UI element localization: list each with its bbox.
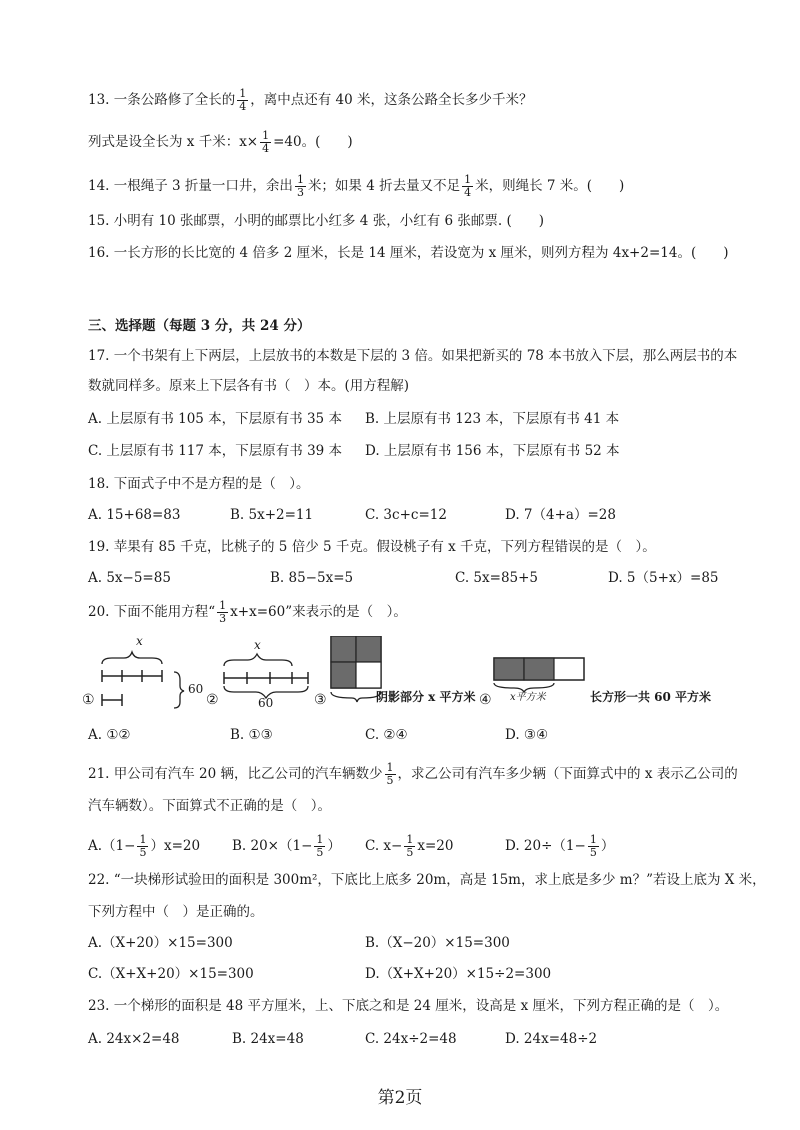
fraction: $\frac{1}{5}$ (139, 833, 147, 859)
q17-option-c[interactable]: C. 上层原有书 117 本，下层原有书 39 本 (88, 443, 343, 459)
fraction: $\frac{1}{5}$ (589, 833, 597, 859)
q19-option-b[interactable]: B. 85−5x=5 (270, 570, 354, 586)
q21-text-b: ，求乙公司有汽车多少辆（下面算式中的 x 表示乙公司的 (397, 766, 738, 782)
q22-option-a[interactable]: A.（X+20）×15=300 (88, 935, 233, 951)
q22-option-b[interactable]: B.（X−20）×15=300 (365, 935, 510, 951)
question-21-line-2: 汽车辆数）。下面算式不正确的是（ ）。 (88, 798, 331, 814)
q21-opt-b-text-a: B. 20×（1− (232, 838, 313, 854)
question-21-line-1 (88, 762, 738, 787)
q21-option-b[interactable] (232, 834, 341, 859)
q20-option-b[interactable]: B. ①③ (230, 727, 273, 743)
q23-option-c[interactable]: C. 24x÷2=48 (365, 1031, 457, 1047)
q20-text-a: 20. 下面不能用方程“ (88, 604, 216, 620)
q23-option-a[interactable]: A. 24x×2=48 (88, 1031, 180, 1047)
fig2-x-label: x (254, 638, 261, 652)
question-16: 16. 一长方形的长比宽的 4 倍多 2 厘米，长是 14 厘米，若设宽为 x 厘米，则列方程为 4x+2=14。( ) (88, 245, 729, 261)
question-18: 18. 下面式子中不是方程的是（ ）。 (88, 476, 310, 492)
fig3-shade-label: 阴影部分 x 平方米 (376, 690, 476, 704)
q19-option-a[interactable]: A. 5x−5=85 (88, 570, 171, 586)
brace-right-1 (174, 672, 184, 708)
q21-option-c[interactable] (365, 834, 453, 859)
question-22-line-2: 下列方程中（ ）是正确的。 (88, 904, 264, 920)
q21-opt-a-text-a: A.（1− (88, 838, 136, 854)
q18-option-b[interactable]: B. 5x+2=11 (230, 507, 314, 523)
question-13 (88, 88, 533, 113)
q20-option-c[interactable]: C. ②④ (365, 727, 408, 743)
q21-opt-c-text-b: x=20 (417, 838, 454, 854)
fraction: $\frac{1}{4}$ (262, 129, 270, 155)
q22-option-c[interactable]: C.（X+X+20）×15=300 (88, 966, 254, 982)
q21-option-a[interactable] (88, 834, 200, 859)
q20-option-d[interactable]: D. ③④ (505, 727, 549, 743)
q21-option-d[interactable] (505, 834, 614, 859)
fig2-sixty-label: 60 (258, 696, 274, 710)
fig2-number: ② (206, 692, 219, 708)
q22-option-d[interactable]: D.（X+X+20）×15÷2=300 (365, 966, 552, 982)
q18-option-d[interactable]: D. 7（4+a）=28 (505, 507, 616, 523)
q21-text-a: 21. 甲公司有汽车 20 辆，比乙公司的汽车辆数少 (88, 766, 383, 782)
q14-text-a: 14. 一根绳子 3 折量一口井，余出 (88, 178, 293, 194)
page-number: 第2页 (377, 1088, 423, 1108)
q18-option-a[interactable]: A. 15+68=83 (88, 507, 181, 523)
fraction: $\frac{1}{4}$ (464, 173, 472, 199)
fraction: $\frac{1}{5}$ (406, 833, 414, 859)
section-title: 三、选择题（每题 3 分，共 24 分） (88, 318, 311, 334)
q13-eq-text-b: =40。( ) (273, 134, 353, 150)
question-19: 19. 苹果有 85 千克，比桃子的 5 倍少 5 千克。假设桃子有 x 千克，下列方程错误的是（ ）。 (88, 539, 656, 555)
fraction: $\frac{1}{5}$ (386, 761, 394, 787)
q21-opt-c-text-a: C. x− (365, 838, 403, 854)
q14-text-b: 米；如果 4 折去量又不足 (307, 178, 461, 194)
fraction: $\frac{1}{3}$ (219, 599, 227, 625)
q18-option-c[interactable]: C. 3c+c=12 (365, 507, 447, 523)
q20-figure (82, 636, 722, 714)
question-13-equation (88, 130, 353, 155)
q21-opt-b-text-b: ） (327, 838, 341, 854)
fig4-x-label: x平方米 (510, 692, 546, 703)
q21-opt-d-text-b: ） (600, 838, 615, 854)
fraction: $\frac{1}{4}$ (239, 87, 247, 113)
brace-bottom-3 (331, 692, 381, 702)
q13-text-a: 13. 一条公路修了全长的 (88, 92, 236, 108)
q20-text-b: x+x=60”来表示的是（ ）。 (230, 604, 407, 620)
question-14 (88, 174, 624, 199)
q14-text-c: 米，则绳长 7 米。( ) (475, 178, 625, 194)
brace-top-1 (102, 652, 162, 664)
q21-opt-d-text-a: D. 20÷（1− (505, 838, 586, 854)
q17-option-d[interactable]: D. 上层原有书 156 本，下层原有书 52 本 (365, 443, 620, 459)
question-17-line-1: 17. 一个书架有上下两层，上层放书的本数是下层的 3 倍。如果把新买的 78 本书放入下层，那么两层书的本 (88, 348, 738, 364)
fig3-number: ③ (314, 692, 327, 708)
q13-text-b: ，离中点还有 40 米，这条公路全长多少千米？ (250, 92, 533, 108)
fraction: $\frac{1}{3}$ (296, 173, 304, 199)
q19-option-c[interactable]: C. 5x=85+5 (455, 570, 539, 586)
question-17-line-2: 数就同样多。原来上下层各有书（ ）本。(用方程解) (88, 378, 410, 394)
fig4-total-label: 长方形一共 60 平方米 (590, 690, 712, 704)
fig1-number: ① (82, 692, 95, 708)
fraction: $\frac{1}{5}$ (316, 833, 324, 859)
fig1-sixty-label: 60 (188, 682, 204, 696)
q21-opt-a-text-b: ）x=20 (150, 838, 201, 854)
q19-option-d[interactable]: D. 5（5+x）=85 (608, 570, 719, 586)
question-22-line-1: 22. “一块梯形试验田的面积是 300m²，下底比上底多 20m，高是 15m，求上底是多少 m？”若设上底为 X 米， (88, 872, 766, 888)
q23-option-b[interactable]: B. 24x=48 (232, 1031, 304, 1047)
fig1-x-label: x (136, 634, 143, 648)
q23-option-d[interactable]: D. 24x=48÷2 (505, 1031, 598, 1047)
question-23: 23. 一个梯形的面积是 48 平方厘米，上、下底之和是 24 厘米，设高是 x 厘米，下列方程正确的是（ ）。 (88, 998, 729, 1014)
question-20 (88, 600, 407, 625)
fig4-number: ④ (479, 692, 492, 708)
q17-option-b[interactable]: B. 上层原有书 123 本，下层原有书 41 本 (365, 411, 620, 427)
q13-eq-text-a: 列式是设全长为 x 千米：x× (88, 134, 259, 150)
q20-option-a[interactable]: A. ①② (88, 727, 131, 743)
brace-top-2 (224, 654, 292, 666)
question-15: 15. 小明有 10 张邮票，小明的邮票比小红多 4 张，小红有 6 张邮票. ( ) (88, 213, 544, 229)
q17-option-a[interactable]: A. 上层原有书 105 本，下层原有书 35 本 (88, 411, 342, 427)
